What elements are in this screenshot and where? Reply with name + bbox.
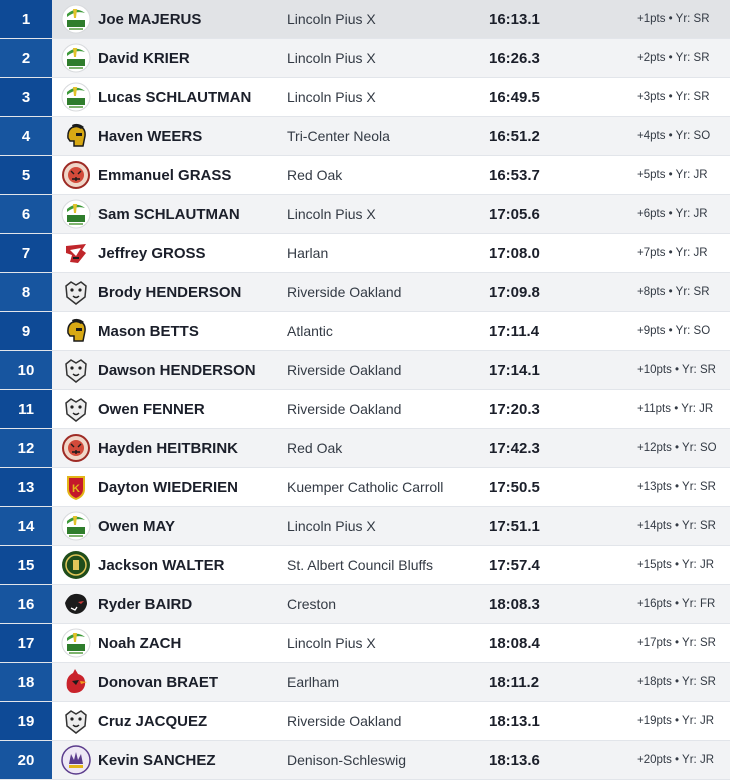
finish-time: 17:20.3	[489, 400, 540, 418]
place-number: 9	[0, 312, 52, 350]
points-year: +18pts • Yr: SR	[637, 676, 716, 688]
athlete-name[interactable]: Joe MAJERUS	[98, 10, 202, 28]
points-year: +20pts • Yr: JR	[637, 754, 715, 766]
points-year: +13pts • Yr: SR	[637, 481, 716, 493]
finish-time: 17:50.5	[489, 478, 540, 496]
athlete-name[interactable]: Jeffrey GROSS	[98, 244, 206, 262]
place-number: 6	[0, 195, 52, 233]
place-number: 17	[0, 624, 52, 662]
points-year: +19pts • Yr: JR	[637, 715, 715, 727]
points-year: +9pts • Yr: SO	[637, 325, 711, 337]
place-number: 4	[0, 117, 52, 155]
result-row[interactable]	[0, 663, 730, 702]
panther-logo-icon	[61, 589, 91, 619]
team-name[interactable]: Riverside Oakland	[287, 713, 402, 729]
result-row[interactable]	[0, 156, 730, 195]
pius-x-logo-icon	[61, 628, 91, 658]
team-name[interactable]: St. Albert Council Bluffs	[287, 557, 434, 573]
result-row[interactable]	[0, 312, 730, 351]
points-year: +10pts • Yr: SR	[637, 364, 716, 376]
trojan-helmet-logo-icon	[61, 121, 91, 151]
result-row[interactable]	[0, 273, 730, 312]
team-name[interactable]: Denison-Schleswig	[287, 752, 407, 768]
kuemper-shield-logo-icon	[61, 472, 91, 502]
bulldog-logo-icon	[61, 706, 91, 736]
monarch-logo-icon	[61, 745, 91, 775]
place-number: 15	[0, 546, 52, 584]
pius-x-logo-icon	[61, 43, 91, 73]
place-number: 7	[0, 234, 52, 272]
team-name[interactable]: Riverside Oakland	[287, 401, 402, 417]
finish-time: 16:53.7	[489, 166, 540, 184]
finish-time: 16:13.1	[489, 10, 540, 28]
finish-time: 17:08.0	[489, 244, 540, 262]
result-row[interactable]	[0, 117, 730, 156]
place-number: 14	[0, 507, 52, 545]
finish-time: 17:11.4	[489, 322, 540, 340]
pius-x-logo-icon	[61, 4, 91, 34]
result-row[interactable]	[0, 429, 730, 468]
result-row[interactable]	[0, 468, 730, 507]
team-name[interactable]: Red Oak	[287, 167, 343, 183]
finish-time: 17:51.1	[489, 517, 540, 535]
team-name[interactable]: Lincoln Pius X	[287, 11, 376, 27]
points-year: +15pts • Yr: JR	[637, 559, 715, 571]
points-year: +6pts • Yr: JR	[637, 208, 708, 220]
result-row[interactable]	[0, 195, 730, 234]
team-name[interactable]: Atlantic	[287, 323, 333, 339]
trojan-helmet-logo-icon	[61, 316, 91, 346]
result-row[interactable]	[0, 702, 730, 741]
place-number: 12	[0, 429, 52, 467]
athlete-name[interactable]: Dawson HENDERSON	[98, 361, 256, 379]
team-name[interactable]: Lincoln Pius X	[287, 206, 376, 222]
pius-x-logo-icon	[61, 82, 91, 112]
result-row[interactable]	[0, 78, 730, 117]
place-number: 19	[0, 702, 52, 740]
place-number: 13	[0, 468, 52, 506]
athlete-name[interactable]: Owen FENNER	[98, 400, 205, 418]
team-name[interactable]: Lincoln Pius X	[287, 50, 376, 66]
place-number: 20	[0, 741, 52, 779]
place-number: 5	[0, 156, 52, 194]
bulldog-logo-icon	[61, 394, 91, 424]
athlete-name[interactable]: David KRIER	[98, 49, 190, 67]
cardinal-logo-icon	[61, 667, 91, 697]
team-name[interactable]: Harlan	[287, 245, 329, 261]
place-number: 3	[0, 78, 52, 116]
team-name[interactable]: Riverside Oakland	[287, 284, 402, 300]
finish-time: 17:57.4	[489, 556, 540, 574]
finish-time: 17:09.8	[489, 283, 540, 301]
tiger-logo-icon	[61, 160, 91, 190]
pius-x-logo-icon	[61, 511, 91, 541]
athlete-name[interactable]: Owen MAY	[98, 517, 175, 535]
result-row[interactable]	[0, 234, 730, 273]
finish-time: 18:13.6	[489, 751, 540, 769]
result-row[interactable]	[0, 390, 730, 429]
athlete-name[interactable]: Dayton WIEDERIEN	[98, 478, 239, 496]
points-year: +11pts • Yr: JR	[637, 403, 714, 415]
team-name[interactable]: Kuemper Catholic Carroll	[287, 479, 444, 495]
team-name[interactable]: Creston	[287, 596, 337, 612]
team-name[interactable]: Lincoln Pius X	[287, 89, 376, 105]
athlete-name[interactable]: Jackson WALTER	[98, 556, 225, 574]
finish-time: 18:08.3	[489, 595, 540, 613]
athlete-name[interactable]: Donovan BRAET	[98, 673, 218, 691]
athlete-name[interactable]: Haven WEERS	[98, 127, 203, 145]
result-row[interactable]	[0, 507, 730, 546]
finish-time: 16:51.2	[489, 127, 540, 145]
st-albert-logo-icon	[61, 550, 91, 580]
points-year: +14pts • Yr: SR	[637, 520, 716, 532]
finish-time: 16:49.5	[489, 88, 540, 106]
place-number: 10	[0, 351, 52, 389]
result-row[interactable]	[0, 0, 730, 39]
result-row[interactable]	[0, 546, 730, 585]
place-number: 16	[0, 585, 52, 623]
athlete-name[interactable]: Ryder BAIRD	[98, 595, 193, 613]
bulldog-logo-icon	[61, 277, 91, 307]
points-year: +8pts • Yr: SR	[637, 286, 710, 298]
athlete-name[interactable]: Kevin SANCHEZ	[98, 751, 216, 769]
team-name[interactable]: Tri-Center Neola	[287, 128, 390, 144]
team-name[interactable]: Lincoln Pius X	[287, 635, 376, 651]
athlete-name[interactable]: Noah ZACH	[98, 634, 182, 652]
points-year: +3pts • Yr: SR	[637, 91, 710, 103]
finish-time: 17:42.3	[489, 439, 540, 457]
result-row[interactable]	[0, 585, 730, 624]
result-row[interactable]	[0, 624, 730, 663]
place-number: 18	[0, 663, 52, 701]
pius-x-logo-icon	[61, 199, 91, 229]
finish-time: 18:11.2	[489, 673, 540, 691]
place-number: 11	[0, 390, 52, 428]
team-name[interactable]: Lincoln Pius X	[287, 518, 376, 534]
points-year: +2pts • Yr: SR	[637, 52, 710, 64]
result-row[interactable]	[0, 741, 730, 780]
place-number: 8	[0, 273, 52, 311]
athlete-name[interactable]: Cruz JACQUEZ	[98, 712, 208, 730]
cyclone-logo-icon	[61, 238, 91, 268]
points-year: +12pts • Yr: SO	[637, 442, 717, 454]
place-number: 2	[0, 39, 52, 77]
team-name[interactable]: Earlham	[287, 674, 340, 690]
place-number: 1	[0, 0, 52, 38]
finish-time: 18:08.4	[489, 634, 540, 652]
athlete-name[interactable]: Lucas SCHLAUTMAN	[98, 88, 252, 106]
result-row[interactable]	[0, 39, 730, 78]
team-name[interactable]: Red Oak	[287, 440, 343, 456]
finish-time: 17:14.1	[489, 361, 540, 379]
tiger-logo-icon	[61, 433, 91, 463]
points-year: +16pts • Yr: FR	[637, 598, 716, 610]
points-year: +17pts • Yr: SR	[637, 637, 716, 649]
points-year: +7pts • Yr: JR	[637, 247, 708, 259]
athlete-name[interactable]: Hayden HEITBRINK	[98, 439, 239, 457]
athlete-name[interactable]: Brody HENDERSON	[98, 283, 242, 301]
bulldog-logo-icon	[61, 355, 91, 385]
athlete-name[interactable]: Sam SCHLAUTMAN	[98, 205, 240, 223]
finish-time: 17:05.6	[489, 205, 540, 223]
points-year: +1pts • Yr: SR	[637, 13, 710, 25]
finish-time: 16:26.3	[489, 49, 540, 67]
athlete-name[interactable]: Emmanuel GRASS	[98, 166, 232, 184]
athlete-name[interactable]: Mason BETTS	[98, 322, 199, 340]
points-year: +4pts • Yr: SO	[637, 130, 711, 142]
result-row[interactable]	[0, 351, 730, 390]
points-year: +5pts • Yr: JR	[637, 169, 708, 181]
team-name[interactable]: Riverside Oakland	[287, 362, 402, 378]
finish-time: 18:13.1	[489, 712, 540, 730]
